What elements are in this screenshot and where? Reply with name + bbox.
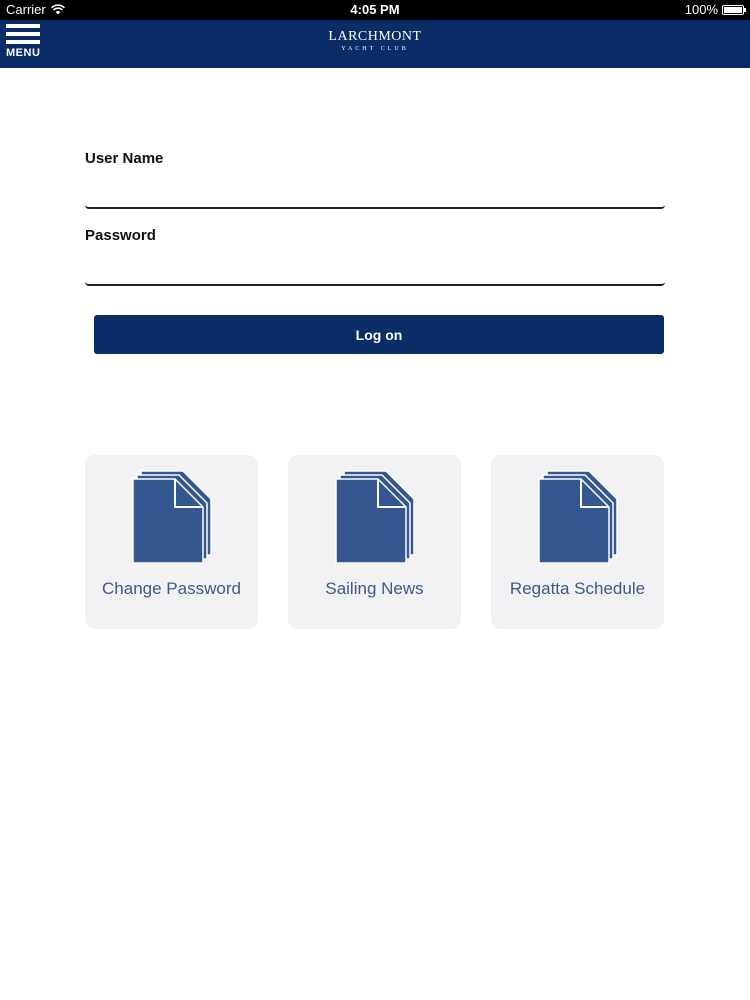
brand-name: LARCHMONT xyxy=(328,29,422,44)
brand-subtitle: YACHT CLUB xyxy=(341,46,409,52)
tile-change-password[interactable] xyxy=(85,455,258,629)
tile-sailing-news[interactable] xyxy=(288,455,461,629)
password-label: Password xyxy=(85,227,156,244)
tile-label: Sailing News xyxy=(325,579,424,598)
documents-icon xyxy=(132,469,212,565)
hamburger-icon xyxy=(6,24,40,28)
tile-label: Regatta Schedule xyxy=(509,579,646,598)
menu-label: MENU xyxy=(6,47,41,59)
password-input[interactable] xyxy=(85,256,665,286)
nav-bar xyxy=(0,20,750,68)
tile-regatta-schedule[interactable] xyxy=(491,455,664,629)
documents-icon xyxy=(538,469,618,565)
battery-percent: 100% xyxy=(684,2,718,17)
username-input[interactable] xyxy=(85,179,665,209)
documents-icon xyxy=(335,469,415,565)
login-form xyxy=(85,150,665,286)
shortcut-tiles xyxy=(85,455,665,629)
tile-label: Change Password xyxy=(102,579,241,598)
logon-button[interactable]: Log on xyxy=(94,315,664,354)
carrier-name: Carrier xyxy=(6,2,46,17)
username-label: User Name xyxy=(85,150,164,167)
brand-logo xyxy=(0,29,750,52)
battery-indicator xyxy=(685,2,744,17)
status-time: 4:05 PM xyxy=(350,2,400,17)
battery-icon xyxy=(722,5,744,15)
status-bar xyxy=(0,0,750,20)
